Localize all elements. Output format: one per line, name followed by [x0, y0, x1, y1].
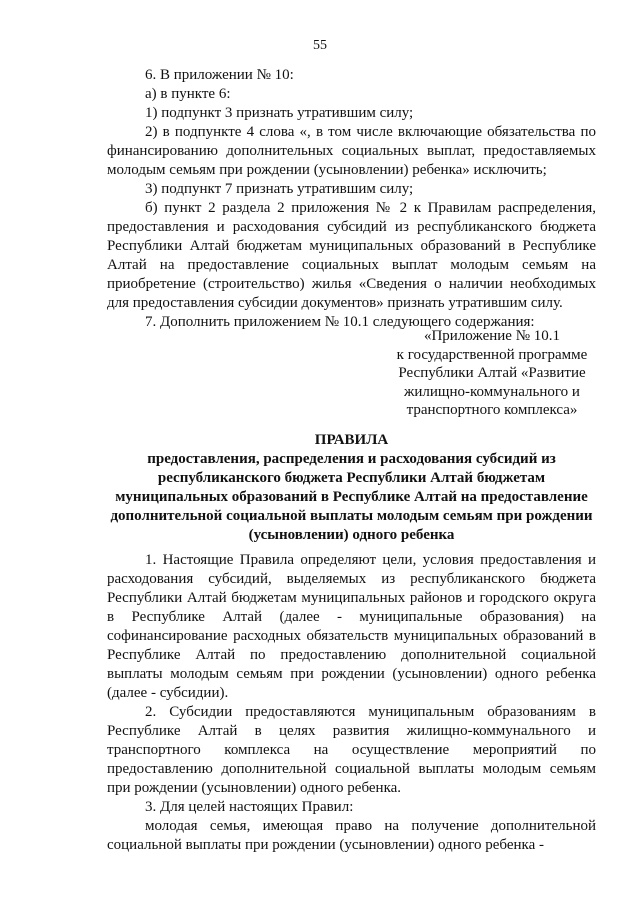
- rules-paragraph: 3. Для целей настоящих Правил:: [145, 799, 354, 815]
- intro-section: [107, 66, 596, 332]
- appendix-line: к государственной программе: [396, 346, 588, 363]
- appendix-line: «Приложение № 10.1: [423, 328, 561, 344]
- rules-paragraph: молодая семья, имеющая право на получение дополнительной социальной выплаты при рождении (усыновлении) одного ребенка -: [107, 818, 596, 853]
- rules-subtitle-line: предоставления, распределения и расходования субсидий из: [147, 451, 556, 467]
- intro-paragraph: 3) подпункт 7 признать утратившим силу;: [145, 181, 414, 197]
- intro-paragraph: 6. В приложении № 10:: [145, 67, 294, 83]
- intro-paragraph: 7. Дополнить приложением № 10.1 следующего содержания:: [145, 314, 535, 330]
- rules-subtitle-line: (усыновлении) одного ребенка: [248, 527, 455, 543]
- intro-paragraph: б) пункт 2 раздела 2 приложения № 2 к Правилам распределения, предоставления и расходования субсидий из республиканского бюджета Республики Алтай бюджетам муниципальных образований в Республике Алтай на предоставление социальных выплат молодым семьям на приобретение (строительство) жилья «Сведения о наличии необходимых для предоставления субсидии документов» признать утратившим силу.: [107, 200, 596, 311]
- rules-subtitle-line: республиканского бюджета Республики Алтай бюджетам: [157, 470, 546, 486]
- rules-body: [107, 551, 596, 855]
- appendix-line: транспортного комплекса»: [406, 402, 578, 418]
- rules-subtitle-line: муниципальных образований в Республике Алтай на предоставление: [115, 489, 588, 505]
- intro-paragraph: 1) подпункт 3 признать утратившим силу;: [145, 105, 414, 121]
- intro-paragraph: 2) в подпункте 4 слова «, в том числе включающие обязательства по финансированию дополнительных социальных выплат, предоставляемых молодым семьям при рождении (усыновлении) ребенка» исключить;: [107, 124, 596, 178]
- rules-paragraph: 1. Настоящие Правила определяют цели, условия предоставления и расходования субсидий, выделяемых из республиканского бюджета Республики Алтай бюджетам муниципальных районов и городского округа в Республике Алтай (далее - муниципальные образования) на софинансирование расходных обязательств муниципальных образований в Республике Алтай по предоставлению дополнительной социальной выплаты молодым семьям при рождении (усыновлении) одного ребенка (далее - субсидии).: [107, 552, 596, 701]
- appendix-line: жилищно-коммунального и: [404, 383, 580, 400]
- appendix-heading: [382, 327, 602, 420]
- rules-paragraph: 2. Субсидии предоставляются муниципальным образованиям в Республике Алтай в целях развития жилищно-коммунального и транспортного комплекса на осуществление мероприятий по предоставлению дополнительной социальной выплаты молодым семьям при рождении (усыновлении) одного ребенка.: [107, 704, 596, 796]
- page-number: 55: [313, 38, 327, 53]
- rules-subtitle: [107, 450, 596, 545]
- intro-paragraph: а) в пункте 6:: [145, 86, 231, 102]
- appendix-line: Республики Алтай «Развитие: [398, 365, 586, 381]
- rules-title: ПРАВИЛА: [314, 432, 389, 448]
- rules-subtitle-line: дополнительной социальной выплаты молодым семьям при рождении: [110, 508, 593, 524]
